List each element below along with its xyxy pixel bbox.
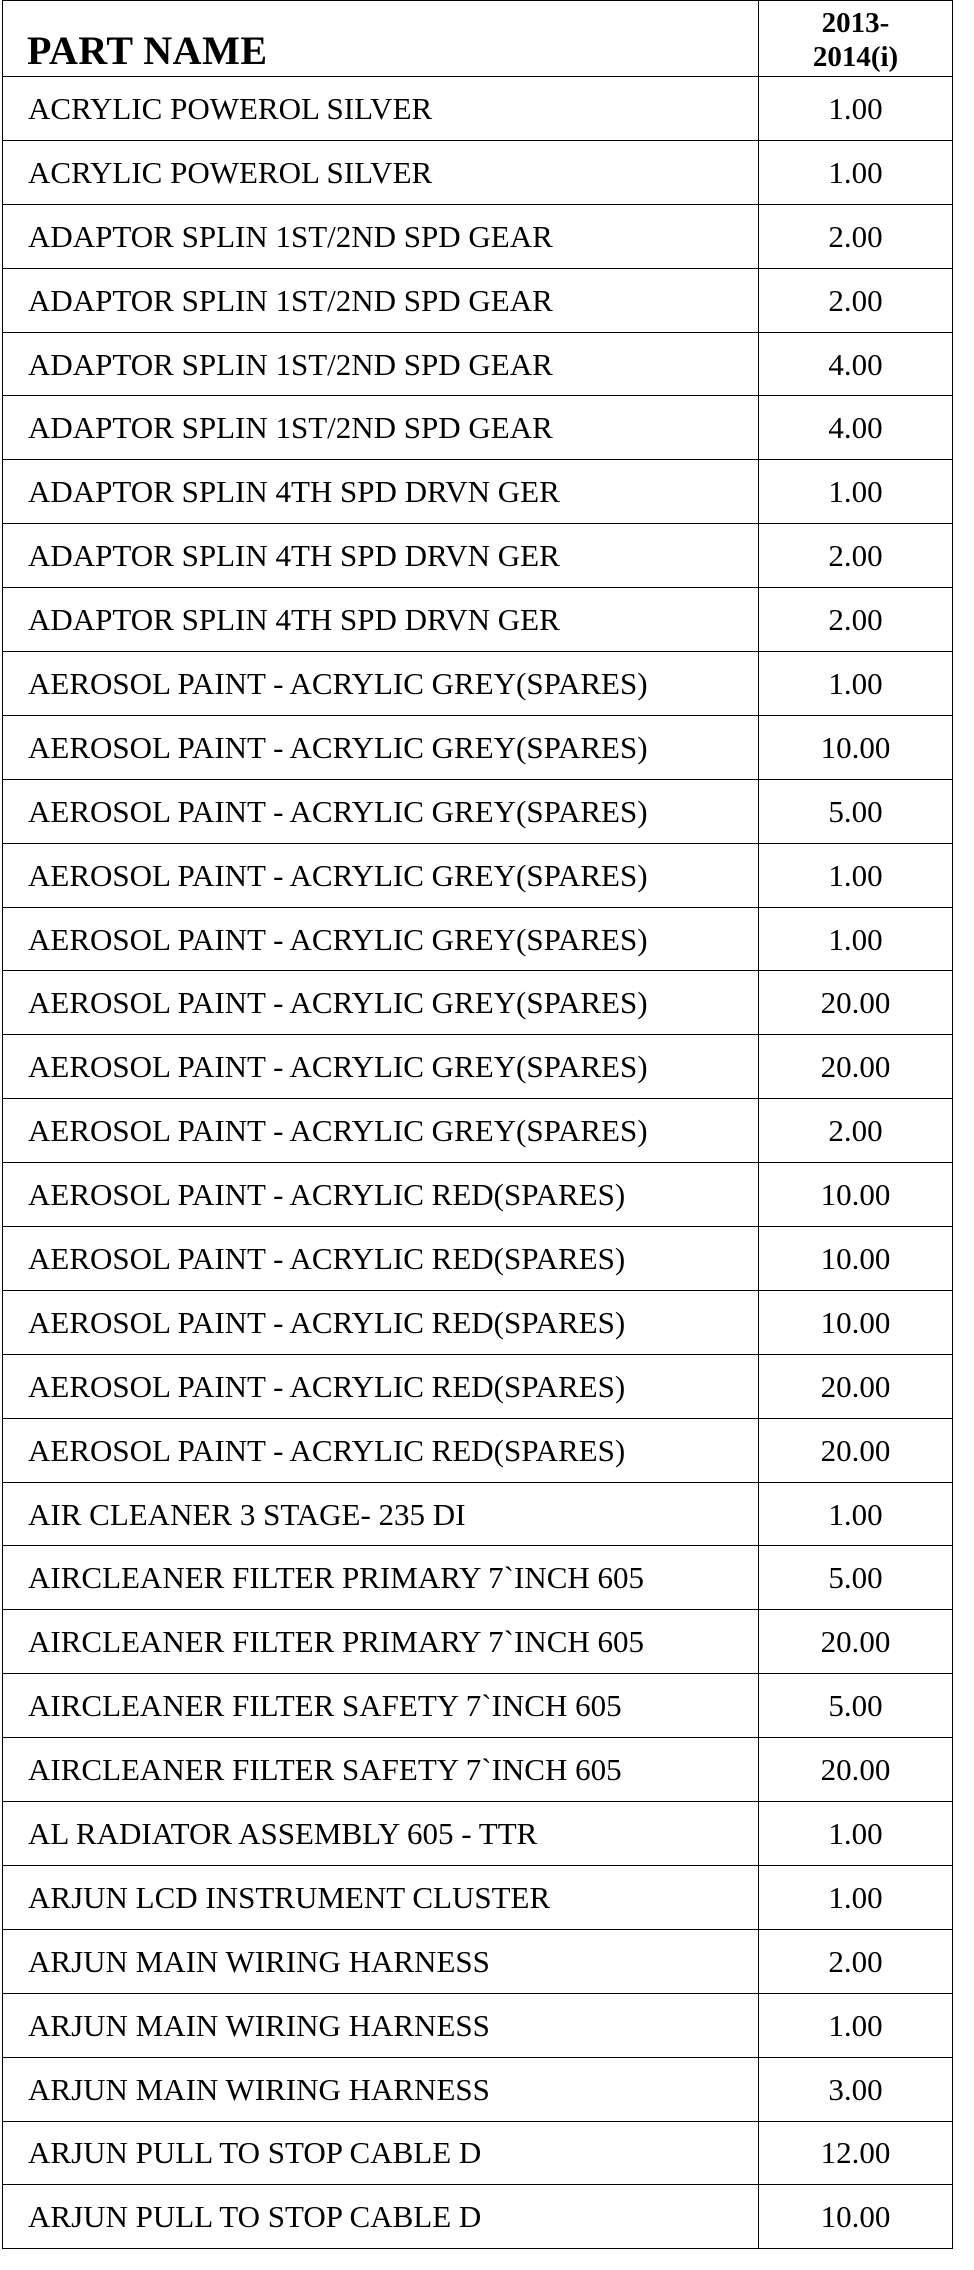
quantity-cell: 2.00 (759, 524, 953, 588)
part-name-cell: ARJUN MAIN WIRING HARNESS (3, 1929, 759, 1993)
table-row (3, 1738, 953, 1802)
quantity-cell: 20.00 (759, 1738, 953, 1802)
table-row (3, 332, 953, 396)
quantity-cell: 1.00 (759, 652, 953, 716)
quantity-cell: 20.00 (759, 1035, 953, 1099)
part-name-cell: AEROSOL PAINT - ACRYLIC GREY(SPARES) (3, 715, 759, 779)
table-row (3, 843, 953, 907)
part-name-cell: ACRYLIC POWEROL SILVER (3, 77, 759, 141)
quantity-cell: 4.00 (759, 332, 953, 396)
part-name-cell: AIRCLEANER FILTER PRIMARY 7`INCH 605 (3, 1610, 759, 1674)
part-name-cell: ADAPTOR SPLIN 1ST/2ND SPD GEAR (3, 268, 759, 332)
table-row (3, 77, 953, 141)
quantity-cell: 4.00 (759, 396, 953, 460)
table-row (3, 2121, 953, 2185)
table-row (3, 1546, 953, 1610)
quantity-cell: 10.00 (759, 2185, 953, 2249)
part-name-cell: AEROSOL PAINT - ACRYLIC GREY(SPARES) (3, 843, 759, 907)
table-row (3, 1163, 953, 1227)
quantity-cell: 1.00 (759, 77, 953, 141)
quantity-cell: 20.00 (759, 971, 953, 1035)
part-name-cell: ADAPTOR SPLIN 4TH SPD DRVN GER (3, 460, 759, 524)
table-body (3, 77, 953, 2249)
part-name-cell: AEROSOL PAINT - ACRYLIC GREY(SPARES) (3, 652, 759, 716)
part-name-cell: AEROSOL PAINT - ACRYLIC RED(SPARES) (3, 1227, 759, 1291)
quantity-cell: 5.00 (759, 779, 953, 843)
part-name-cell: ARJUN MAIN WIRING HARNESS (3, 2057, 759, 2121)
header-row (3, 1, 953, 77)
table-row (3, 1610, 953, 1674)
quantity-cell: 1.00 (759, 1865, 953, 1929)
table-row (3, 588, 953, 652)
year-header (759, 1, 953, 77)
quantity-cell: 2.00 (759, 1099, 953, 1163)
part-name-cell: ACRYLIC POWEROL SILVER (3, 140, 759, 204)
quantity-cell: 1.00 (759, 907, 953, 971)
table-row (3, 1674, 953, 1738)
table-row (3, 140, 953, 204)
part-name-header: PART NAME (3, 1, 759, 77)
part-name-cell: AEROSOL PAINT - ACRYLIC GREY(SPARES) (3, 971, 759, 1035)
table-row (3, 971, 953, 1035)
part-name-cell: ADAPTOR SPLIN 1ST/2ND SPD GEAR (3, 204, 759, 268)
part-name-cell: ARJUN LCD INSTRUMENT CLUSTER (3, 1865, 759, 1929)
table-row (3, 1290, 953, 1354)
table-row (3, 907, 953, 971)
table-row (3, 1802, 953, 1866)
quantity-cell: 1.00 (759, 843, 953, 907)
table-row (3, 396, 953, 460)
part-name-cell: ARJUN MAIN WIRING HARNESS (3, 1993, 759, 2057)
quantity-cell: 10.00 (759, 1290, 953, 1354)
table-row (3, 715, 953, 779)
quantity-cell: 3.00 (759, 2057, 953, 2121)
quantity-cell: 2.00 (759, 204, 953, 268)
table-row (3, 652, 953, 716)
table-row (3, 204, 953, 268)
quantity-cell: 1.00 (759, 460, 953, 524)
year-header-line-1: 2013- (821, 7, 890, 39)
part-name-cell: AIRCLEANER FILTER PRIMARY 7`INCH 605 (3, 1546, 759, 1610)
part-name-cell: ARJUN PULL TO STOP CABLE D (3, 2121, 759, 2185)
part-name-cell: AIR CLEANER 3 STAGE- 235 DI (3, 1482, 759, 1546)
quantity-cell: 1.00 (759, 1993, 953, 2057)
quantity-cell: 1.00 (759, 1802, 953, 1866)
part-name-cell: ADAPTOR SPLIN 4TH SPD DRVN GER (3, 524, 759, 588)
part-name-cell: AEROSOL PAINT - ACRYLIC RED(SPARES) (3, 1354, 759, 1418)
quantity-cell: 2.00 (759, 1929, 953, 1993)
table-row (3, 268, 953, 332)
quantity-cell: 10.00 (759, 715, 953, 779)
table-row (3, 1099, 953, 1163)
part-name-cell: ADAPTOR SPLIN 4TH SPD DRVN GER (3, 588, 759, 652)
part-name-cell: ADAPTOR SPLIN 1ST/2ND SPD GEAR (3, 332, 759, 396)
table-row (3, 1227, 953, 1291)
part-name-cell: AEROSOL PAINT - ACRYLIC GREY(SPARES) (3, 1099, 759, 1163)
table-row (3, 2057, 953, 2121)
quantity-cell: 1.00 (759, 1482, 953, 1546)
quantity-cell: 10.00 (759, 1163, 953, 1227)
part-name-cell: AEROSOL PAINT - ACRYLIC GREY(SPARES) (3, 1035, 759, 1099)
quantity-cell: 5.00 (759, 1546, 953, 1610)
quantity-cell: 10.00 (759, 1227, 953, 1291)
part-name-cell: AEROSOL PAINT - ACRYLIC RED(SPARES) (3, 1290, 759, 1354)
part-name-cell: AEROSOL PAINT - ACRYLIC GREY(SPARES) (3, 779, 759, 843)
table-row (3, 524, 953, 588)
year-header-line-2: 2014(i) (812, 41, 899, 73)
table-row (3, 1865, 953, 1929)
quantity-cell: 1.00 (759, 140, 953, 204)
part-name-cell: AL RADIATOR ASSEMBLY 605 - TTR (3, 1802, 759, 1866)
table-row (3, 1035, 953, 1099)
quantity-cell: 20.00 (759, 1610, 953, 1674)
table-row (3, 1993, 953, 2057)
part-name-cell: AEROSOL PAINT - ACRYLIC GREY(SPARES) (3, 907, 759, 971)
table-row (3, 779, 953, 843)
table-header (3, 1, 953, 77)
quantity-cell: 20.00 (759, 1418, 953, 1482)
quantity-cell: 12.00 (759, 2121, 953, 2185)
part-name-cell: ADAPTOR SPLIN 1ST/2ND SPD GEAR (3, 396, 759, 460)
table-row (3, 1418, 953, 1482)
table-row (3, 2185, 953, 2249)
table-row (3, 1482, 953, 1546)
parts-table (2, 0, 953, 2249)
quantity-cell: 20.00 (759, 1354, 953, 1418)
quantity-cell: 2.00 (759, 588, 953, 652)
quantity-cell: 2.00 (759, 268, 953, 332)
part-name-cell: AEROSOL PAINT - ACRYLIC RED(SPARES) (3, 1418, 759, 1482)
part-name-cell: AIRCLEANER FILTER SAFETY 7`INCH 605 (3, 1738, 759, 1802)
table-row (3, 1929, 953, 1993)
table-row (3, 1354, 953, 1418)
table-row (3, 460, 953, 524)
part-name-cell: AIRCLEANER FILTER SAFETY 7`INCH 605 (3, 1674, 759, 1738)
quantity-cell: 5.00 (759, 1674, 953, 1738)
part-name-cell: AEROSOL PAINT - ACRYLIC RED(SPARES) (3, 1163, 759, 1227)
part-name-cell: ARJUN PULL TO STOP CABLE D (3, 2185, 759, 2249)
